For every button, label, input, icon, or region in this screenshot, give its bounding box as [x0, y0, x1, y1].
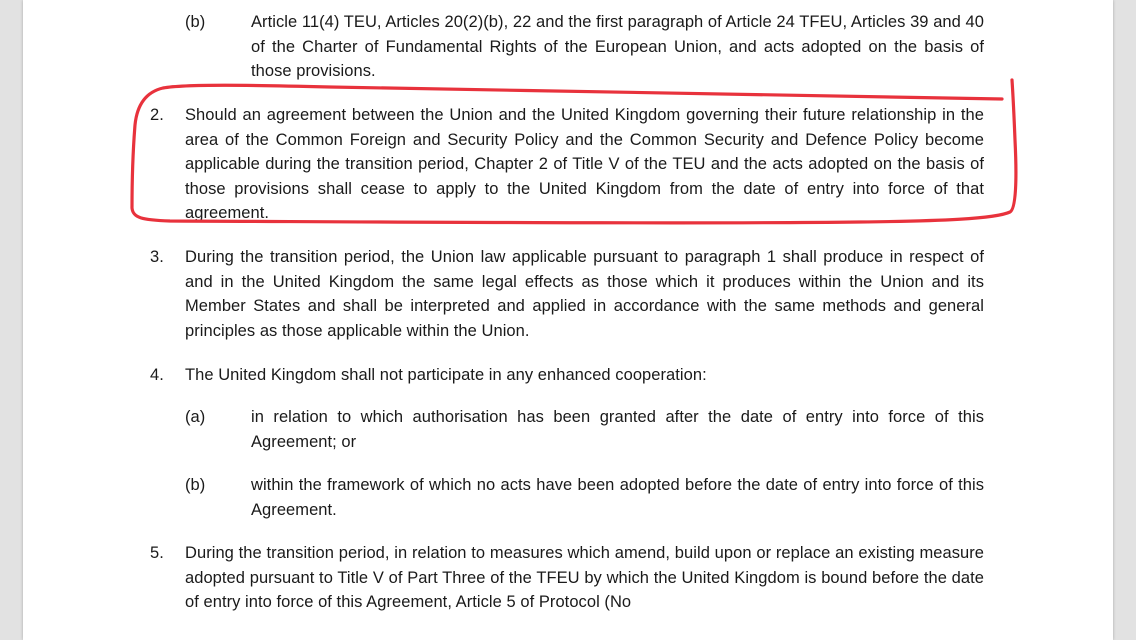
- item-4a-text: in relation to which authorisation has been granted after the date of entry into force of this Agreement; or: [251, 408, 984, 451]
- item-1b-text: Article 11(4) TEU, Articles 20(2)(b), 22 and the first paragraph of Article 24 TFEU, Articles 39 and 40 of the Charter of Fundamental Rights of the European Union, and acts adopted on the basis of those provisions.: [251, 13, 984, 81]
- item-4b-text: within the framework of which no acts have been adopted before the date of entry into force of this Agreement.: [251, 476, 984, 519]
- item-4b-label: (b): [185, 476, 206, 494]
- para-5-text: During the transition period, in relation to measures which amend, build upon or replace an existing measure adopted pursuant to Title V of Part Three of the TFEU by which the United Kingdom is bound before the date of entry into force of this Agreement, Article 5 of Protocol (No: [185, 544, 984, 612]
- para-4-number: 4.: [150, 366, 164, 384]
- para-4-text: The United Kingdom shall not participate in any enhanced cooperation:: [185, 366, 707, 384]
- item-1b-label: (b): [185, 13, 206, 31]
- para-2-text: Should an agreement between the Union and the United Kingdom governing their future relationship in the area of the Common Foreign and Security Policy and the Common Security and Defence Policy become applicable during the transition period, Chapter 2 of Title V of the TEU and the acts adopted on the basis of those provisions shall cease to apply to the United Kingdom from the date of entry into force of that agreement.: [185, 106, 984, 223]
- item-4a-label: (a): [185, 408, 206, 426]
- para-2-number: 2.: [150, 106, 164, 124]
- para-3-text: During the transition period, the Union law applicable pursuant to paragraph 1 shall produce in respect of and in the United Kingdom the same legal effects as those which it produces within the Union and its Member States and shall be interpreted and applied in accordance with the same methods and general principles as those applicable within the Union.: [185, 248, 984, 340]
- para-3-number: 3.: [150, 248, 164, 266]
- para-5-number: 5.: [150, 544, 164, 562]
